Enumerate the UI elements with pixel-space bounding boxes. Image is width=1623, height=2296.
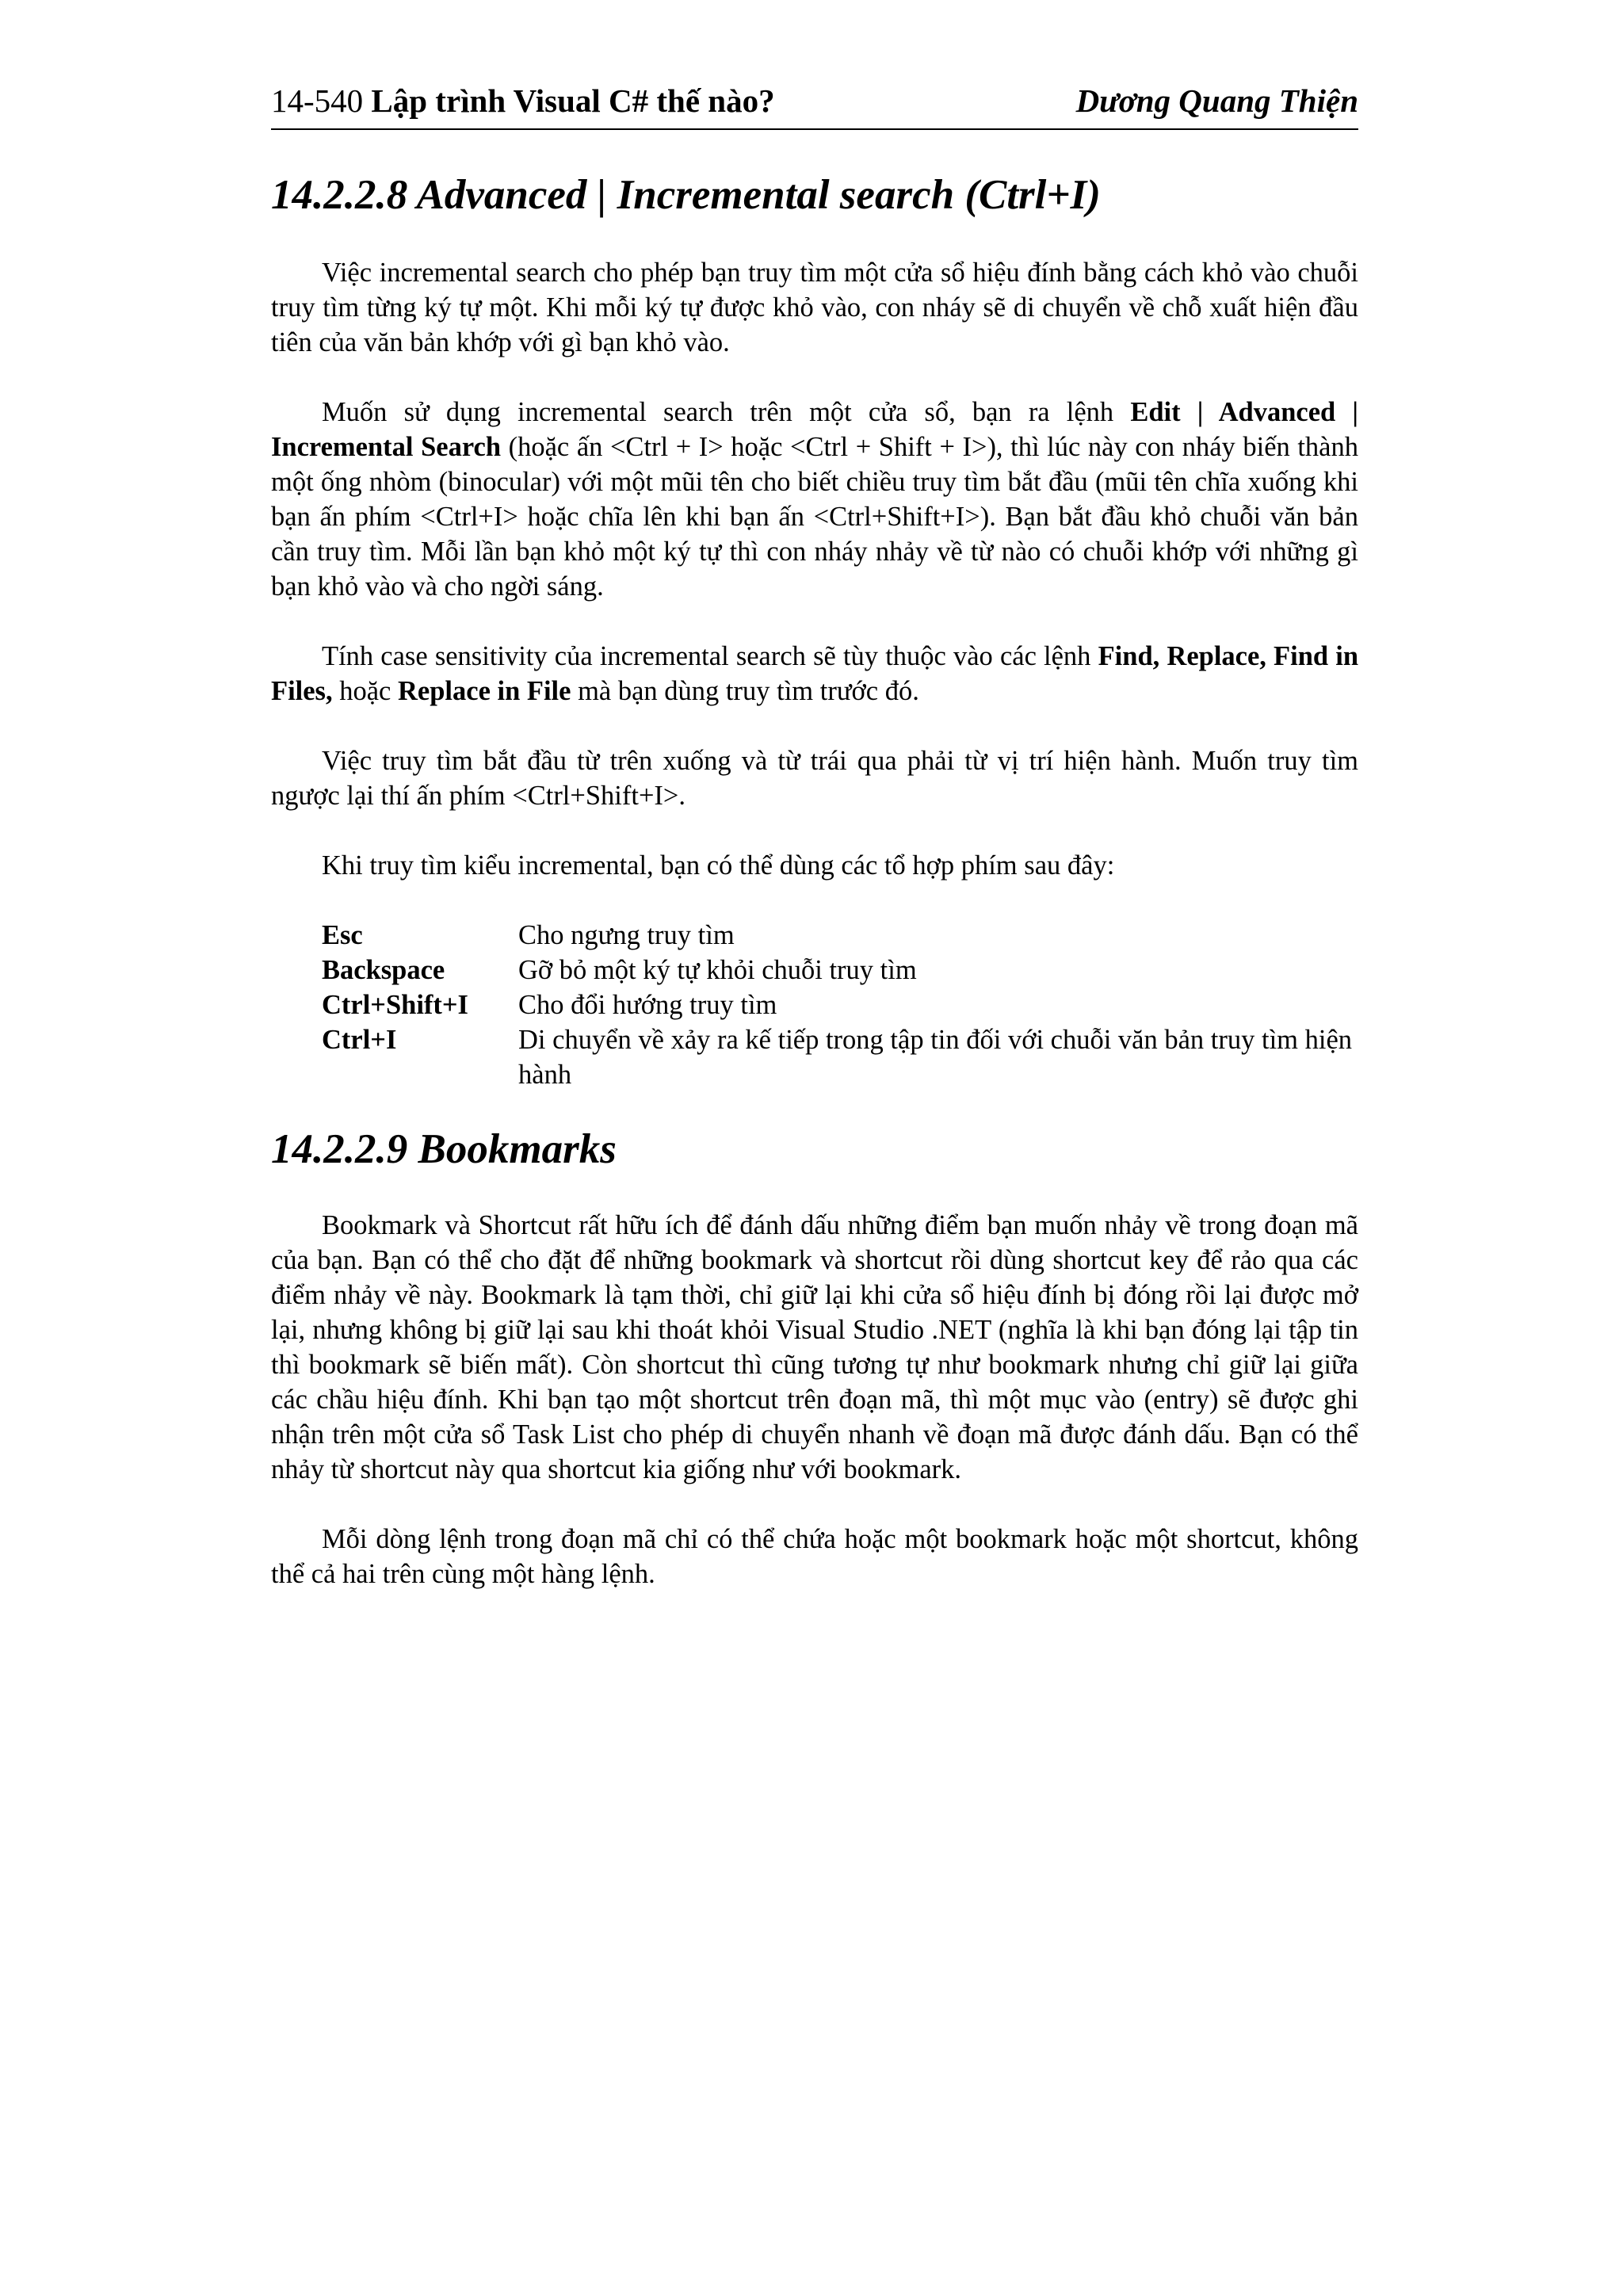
command-name-text: Replace in File [398, 676, 571, 706]
paragraph-text: Muốn sử dụng incremental search trên một cửa sổ, bạn ra lệnh [322, 397, 1131, 427]
command-names-text: Find, Replace, Find in Files, [271, 641, 1359, 706]
section-body-incremental-search [271, 255, 1358, 1092]
paragraph-shortcuts-intro: Khi truy tìm kiểu incremental, bạn có thể dùng các tổ hợp phím sau đây: [322, 850, 1115, 881]
paragraph-bookmark-limit: Mỗi dòng lệnh trong đoạn mã chỉ có thể chứa hoặc một bookmark hoặc một shortcut, không thể cả hai trên cùng một hàng lệnh. [271, 1524, 1358, 1589]
table-row [322, 953, 1358, 988]
section-body-bookmarks [271, 1208, 1358, 1591]
paragraph-text: mà bạn dùng truy tìm trước đó. [571, 676, 919, 706]
paragraph-bookmarks: Bookmark và Shortcut rất hữu ích để đánh dấu những điểm bạn muốn nhảy về trong đoạn mã của bạn. Bạn có thể cho đặt để những bookmark và shortcut rồi dùng shortcut key để rảo qua các điểm nhảy về này. Bookmark là tạm thời, chỉ giữ lại khi cửa sổ hiệu đính bị đóng rồi lại được mở lại, nhưng không bị giữ lại sau khi thoát khỏi Visual Studio .NET (nghĩa là khi bạn đóng lại tập tin thì bookmark sẽ biến mất). Còn shortcut thì cũng tương tự như bookmark nhưng chỉ giữ lại giữa các chầu hiệu đính. Khi bạn tạo một shortcut trên đoạn mã, thì một mục vào (entry) sẽ được ghi nhận trên một cửa sổ Task List cho phép di chuyển nhanh về đoạn mã được đánh dấu. Bạn có thể nhảy từ shortcut này qua shortcut kia giống như với bookmark. [271, 1210, 1358, 1484]
paragraph-text: (hoặc ấn <Ctrl + I> hoặc <Ctrl + Shift + I>), thì lúc này con nháy biến thành một ống nhòm (binocular) với một mũi tên cho biết chiều truy tìm bắt đầu (mũi tên chĩa xuống khi bạn ấn phím <Ctrl+I> hoặc chĩa lên khi bạn ấn <Ctrl+Shift+I>). Bạn bắt đầu khỏ chuỗi văn bản cần truy tìm. Mỗi lần bạn khỏ một ký tự thì con nháy nhảy về từ nào có chuỗi khớp với những gì bạn khỏ vào và cho ngời sáng. [271, 432, 1358, 602]
shortcut-description: Gỡ bỏ một ký tự khỏi chuỗi truy tìm [518, 955, 917, 985]
paragraph-text: hoặc [332, 676, 398, 706]
paragraph-usage [271, 395, 1358, 604]
table-row [322, 1022, 1358, 1092]
table-row [322, 988, 1358, 1022]
paragraph-direction: Việc truy tìm bắt đầu từ trên xuống và từ trái qua phải từ vị trí hiện hành. Muốn truy tìm ngược lại thí ấn phím <Ctrl+Shift+I>. [271, 746, 1358, 811]
shortcut-description: Cho ngưng truy tìm [518, 920, 735, 950]
shortcut-key: Esc [322, 920, 363, 950]
table-row [322, 918, 1358, 953]
page-header [271, 73, 1358, 130]
menu-path-text: Edit | Advanced | Incremental Search [271, 397, 1358, 462]
shortcut-description: Di chuyển về xảy ra kế tiếp trong tập tin đối với chuỗi văn bản truy tìm hiện hành [518, 1025, 1353, 1090]
page-reference: 14-540 [271, 82, 364, 119]
header-left [271, 73, 775, 128]
author-name: Dương Quang Thiện [1075, 82, 1358, 119]
paragraph-intro: Việc incremental search cho phép bạn truy tìm một cửa sổ hiệu đính bằng cách khỏ vào chuỗi truy tìm từng ký tự một. Khi mỗi ký tự được khỏ vào, con nháy sẽ di chuyển về chỗ xuất hiện đầu tiên của văn bản khớp với gì bạn khỏ vào. [271, 258, 1358, 357]
section-heading-bookmarks: 14.2.2.9 Bookmarks [271, 1126, 617, 1172]
shortcut-key: Ctrl+Shift+I [322, 990, 468, 1020]
section-heading-incremental-search: 14.2.2.8 Advanced | Incremental search (Ctrl+I) [271, 172, 1101, 218]
paragraph-text: Tính case sensitivity của incremental search sẽ tùy thuộc vào các lệnh [322, 641, 1098, 671]
shortcut-key: Ctrl+I [322, 1025, 397, 1055]
book-title: Lập trình Visual C# thế nào? [371, 82, 775, 119]
shortcut-table [322, 918, 1358, 1092]
paragraph-case-sensitivity [271, 639, 1358, 709]
shortcut-description: Cho đổi hướng truy tìm [518, 990, 777, 1020]
shortcut-key: Backspace [322, 955, 445, 985]
